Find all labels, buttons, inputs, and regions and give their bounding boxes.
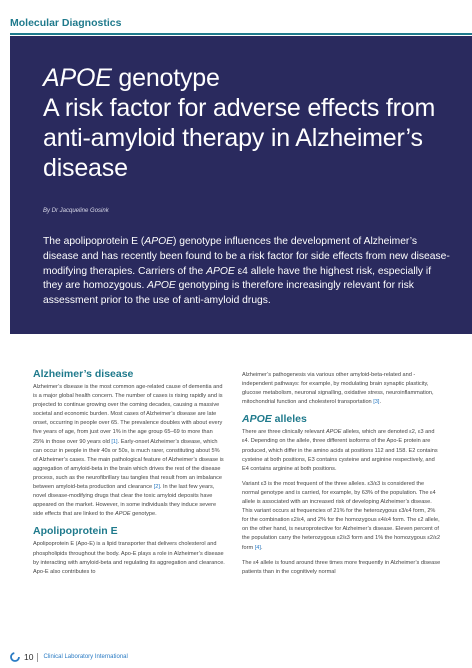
body-paragraph: Apolipoprotein E (Apo-E) is a lipid transporter that delivers cholesterol and phospholipids throughout the body. Apo-E plays a role in Alzheimer’s disease by interacting with amyloid-beta and regulating its aggregation and clearance. Apo-E also contributes to: [33, 541, 225, 575]
article-title: [43, 63, 458, 183]
footer-divider: [37, 653, 38, 662]
body-text: Variant ε3 is the most frequent of the three alleles. ε3/ε3 is considered the normal genotype and is carried, for example, by 63% of the population. The ε4 allele is associated with an increased risk of developing Alzheimer’s disease. This variant occurs at frequencies of 21% for the heterozygous ε3/ε4 form, 2% for the combination ε2/ε4, and 2% for the homozygous ε4/ε4 form. The ε2 allele, on the other hand, is neuroprotective for Alzheimer’s disease. Eleven percent of the population carry the heterozygous ε2/ε3 form and 1% the homozygous ε2/ε2 form: [242, 480, 441, 551]
citation-link[interactable]: [3]: [373, 399, 380, 406]
section-rule: [10, 33, 472, 35]
left-column: [33, 368, 225, 583]
body-text: genotype.: [130, 511, 157, 518]
lede-text: genotyping is therefore increasingly relevant for risk assessment prior to the use of anti-amyloid drugs.: [43, 280, 414, 307]
body-paragraph: [33, 383, 225, 519]
body-paragraph: [242, 428, 442, 473]
citation-link[interactable]: [4]: [254, 544, 261, 551]
citation-link[interactable]: [1]: [111, 438, 118, 445]
body-text: .: [379, 399, 382, 406]
body-text: There are three clinically relevant: [242, 429, 326, 436]
citation-link[interactable]: [2]: [153, 484, 160, 491]
byline: By Dr Jacqueline Gosink: [43, 208, 109, 214]
heading-apolipoprotein: Apolipoprotein E: [33, 525, 118, 538]
body-text: alleles, which are denoted ε2, ε3 and ε4. Depending on the allele, three different isoforms of the Apo-E protein are produced, which differ in the amino acids at positions 112 and 158. E2 contains cysteine at both positions, E3 contains cysteine and arginine respectively, and E4 contains arginine at both positions.: [242, 429, 438, 472]
article-subtitle: A risk factor for adverse effects from anti-amyloid therapy in Alzheimer’s disease: [43, 94, 436, 182]
lede-gene: APOE: [147, 280, 176, 292]
body-text: .: [260, 544, 263, 551]
lede-paragraph: [43, 235, 453, 309]
right-column: [242, 371, 442, 583]
gene-name: APOE: [325, 429, 342, 436]
hero-banner: [10, 36, 472, 334]
lede-text: ) genotype influences the development of Alzheimer’s disease and has recently been found to be a risk factor for side effects from new disease-modifying therapies. Carriers of the: [43, 236, 450, 277]
body-paragraph: [242, 371, 442, 407]
heading-text: alleles: [271, 413, 307, 426]
title-rest: genotype: [111, 64, 220, 92]
lede-text: The apolipoprotein E (: [43, 236, 145, 247]
page-number: 10: [24, 652, 34, 662]
heading-alzheimers: Alzheimer’s disease: [33, 368, 134, 380]
lede-gene: APOE: [144, 236, 173, 247]
body-text: Alzheimer’s pathogenesis via various other amyloid-beta-related and -independent pathways: for example, by modulating brain synaptic plasticity, glucose metabolism, neuronal signalling, oxidative stress, neuroinflammation, mitochondrial function and cholesterol transportation: [242, 372, 434, 406]
heading-apoe-alleles: [242, 413, 442, 426]
body-paragraph: The ε4 allele is found around three times more frequently in Alzheimer’s disease patients than in the cognitively normal: [242, 559, 441, 575]
section-label: Molecular Diagnostics: [10, 17, 122, 29]
body-text: . Early-onset Alzheimer’s disease, which can occur in people in their 40s or 50s, is much rarer, constituting about 5% of Alzheimer’s cases. The main pathological feature of Alzheimer’s disease is aggregation of amyloid-beta in the brain which drives the rest of the disease process, such as the neurofibrillary tau tangles that result from an imbalance between amyloid-beta production and clearance: [33, 438, 224, 491]
body-text: . In the last few years, novel disease-modifying drugs that clear the toxic amyloid deposits have appeared on the market. However, in some individuals they induce severe side effects that are linked to the: [33, 484, 217, 518]
gene-name: APOE: [115, 511, 131, 518]
lede-gene: APOE: [206, 265, 235, 277]
lede-text: ε4 allele have the highest risk, especially if they are homozygous.: [43, 265, 432, 292]
title-gene: APOE: [43, 64, 112, 92]
page-footer: [10, 651, 128, 663]
body-text: Alzheimer’s disease is the most common age-related cause of dementia and is a major global health concern. The number of cases is rising rapidly and is projected to continue growing over the coming decades, causing a massive societal and economic burden. Most cases of Alzheimer’s disease are late onset, occurring in people over 65. The prevalence doubles with about every five years of age, from just over 1% in the age group 65–69 to more than 25% in those over 90 years old: [33, 384, 223, 445]
publication-name: Clinical Laboratory International: [43, 654, 128, 660]
heading-gene: APOE: [242, 413, 272, 426]
publication-logo-icon: [10, 652, 20, 662]
body-paragraph: [242, 480, 442, 553]
